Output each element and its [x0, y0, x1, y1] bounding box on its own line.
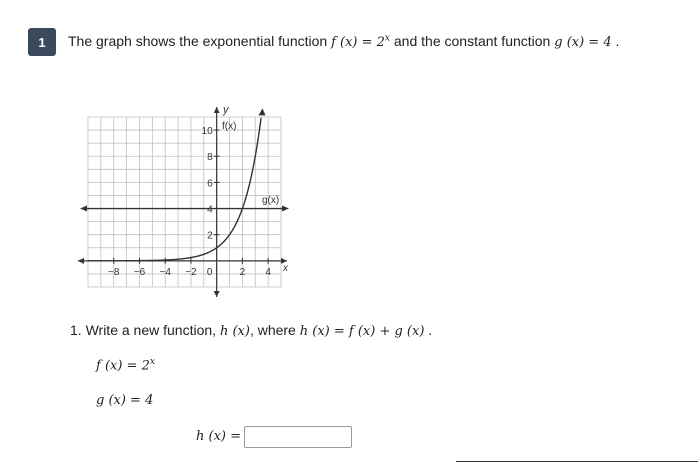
y-axis-arrow-up [214, 107, 220, 113]
y-axis-arrow-down [214, 291, 220, 297]
problem-number-badge [28, 28, 56, 56]
x-tick-label: −4 [159, 266, 171, 278]
question-text-before: Write a new function, [85, 322, 217, 338]
x-tick-label: 2 [239, 266, 246, 278]
f-label: f(x) [222, 121, 237, 132]
graph-svg [76, 100, 291, 300]
problem-prompt [68, 33, 619, 50]
answer-label: h (x) = [196, 429, 242, 444]
x-axis-label: x [283, 263, 288, 274]
x-axis-arrow-left [78, 258, 84, 264]
g-definition: g (x) = 4 [554, 35, 612, 50]
y-tick-label: 6 [207, 178, 213, 190]
prompt-end: . [615, 33, 620, 49]
h-definition: h (x) = f (x) + g (x) [299, 324, 425, 339]
x-tick-label: −2 [185, 266, 197, 278]
y-tick-label: 2 [207, 230, 213, 242]
prompt-connector: and the constant function [393, 33, 551, 49]
function-graph [76, 100, 291, 305]
h-name: h (x) [219, 324, 250, 339]
bottom-divider [456, 461, 698, 462]
x-tick-label: −8 [108, 266, 120, 278]
f-definition: f $(x) = 2^x$ [331, 33, 390, 50]
question-number: 1. [70, 322, 82, 338]
given-f: f $(x) = 2^x$ [96, 357, 155, 374]
y-tick-label: 10 [201, 126, 213, 138]
answer-input[interactable] [244, 426, 352, 448]
y-axis-label: y [223, 104, 229, 116]
y-tick-label: 8 [207, 152, 213, 164]
x-tick-label: 0 [206, 266, 213, 278]
given-g: g (x) = 4 [96, 393, 154, 408]
g-label: g(x) [262, 195, 280, 206]
question-line [70, 322, 432, 339]
y-tick-label: 4 [207, 204, 213, 216]
f-curve-arrow [259, 108, 266, 115]
x-tick-label: 4 [265, 266, 271, 278]
x-tick-label: −6 [133, 266, 146, 278]
prompt-text: The graph shows the exponential function [68, 33, 328, 49]
problem-number: 1 [38, 34, 46, 50]
question-text-end: . [428, 322, 433, 338]
question-text-mid: , where [249, 322, 296, 338]
